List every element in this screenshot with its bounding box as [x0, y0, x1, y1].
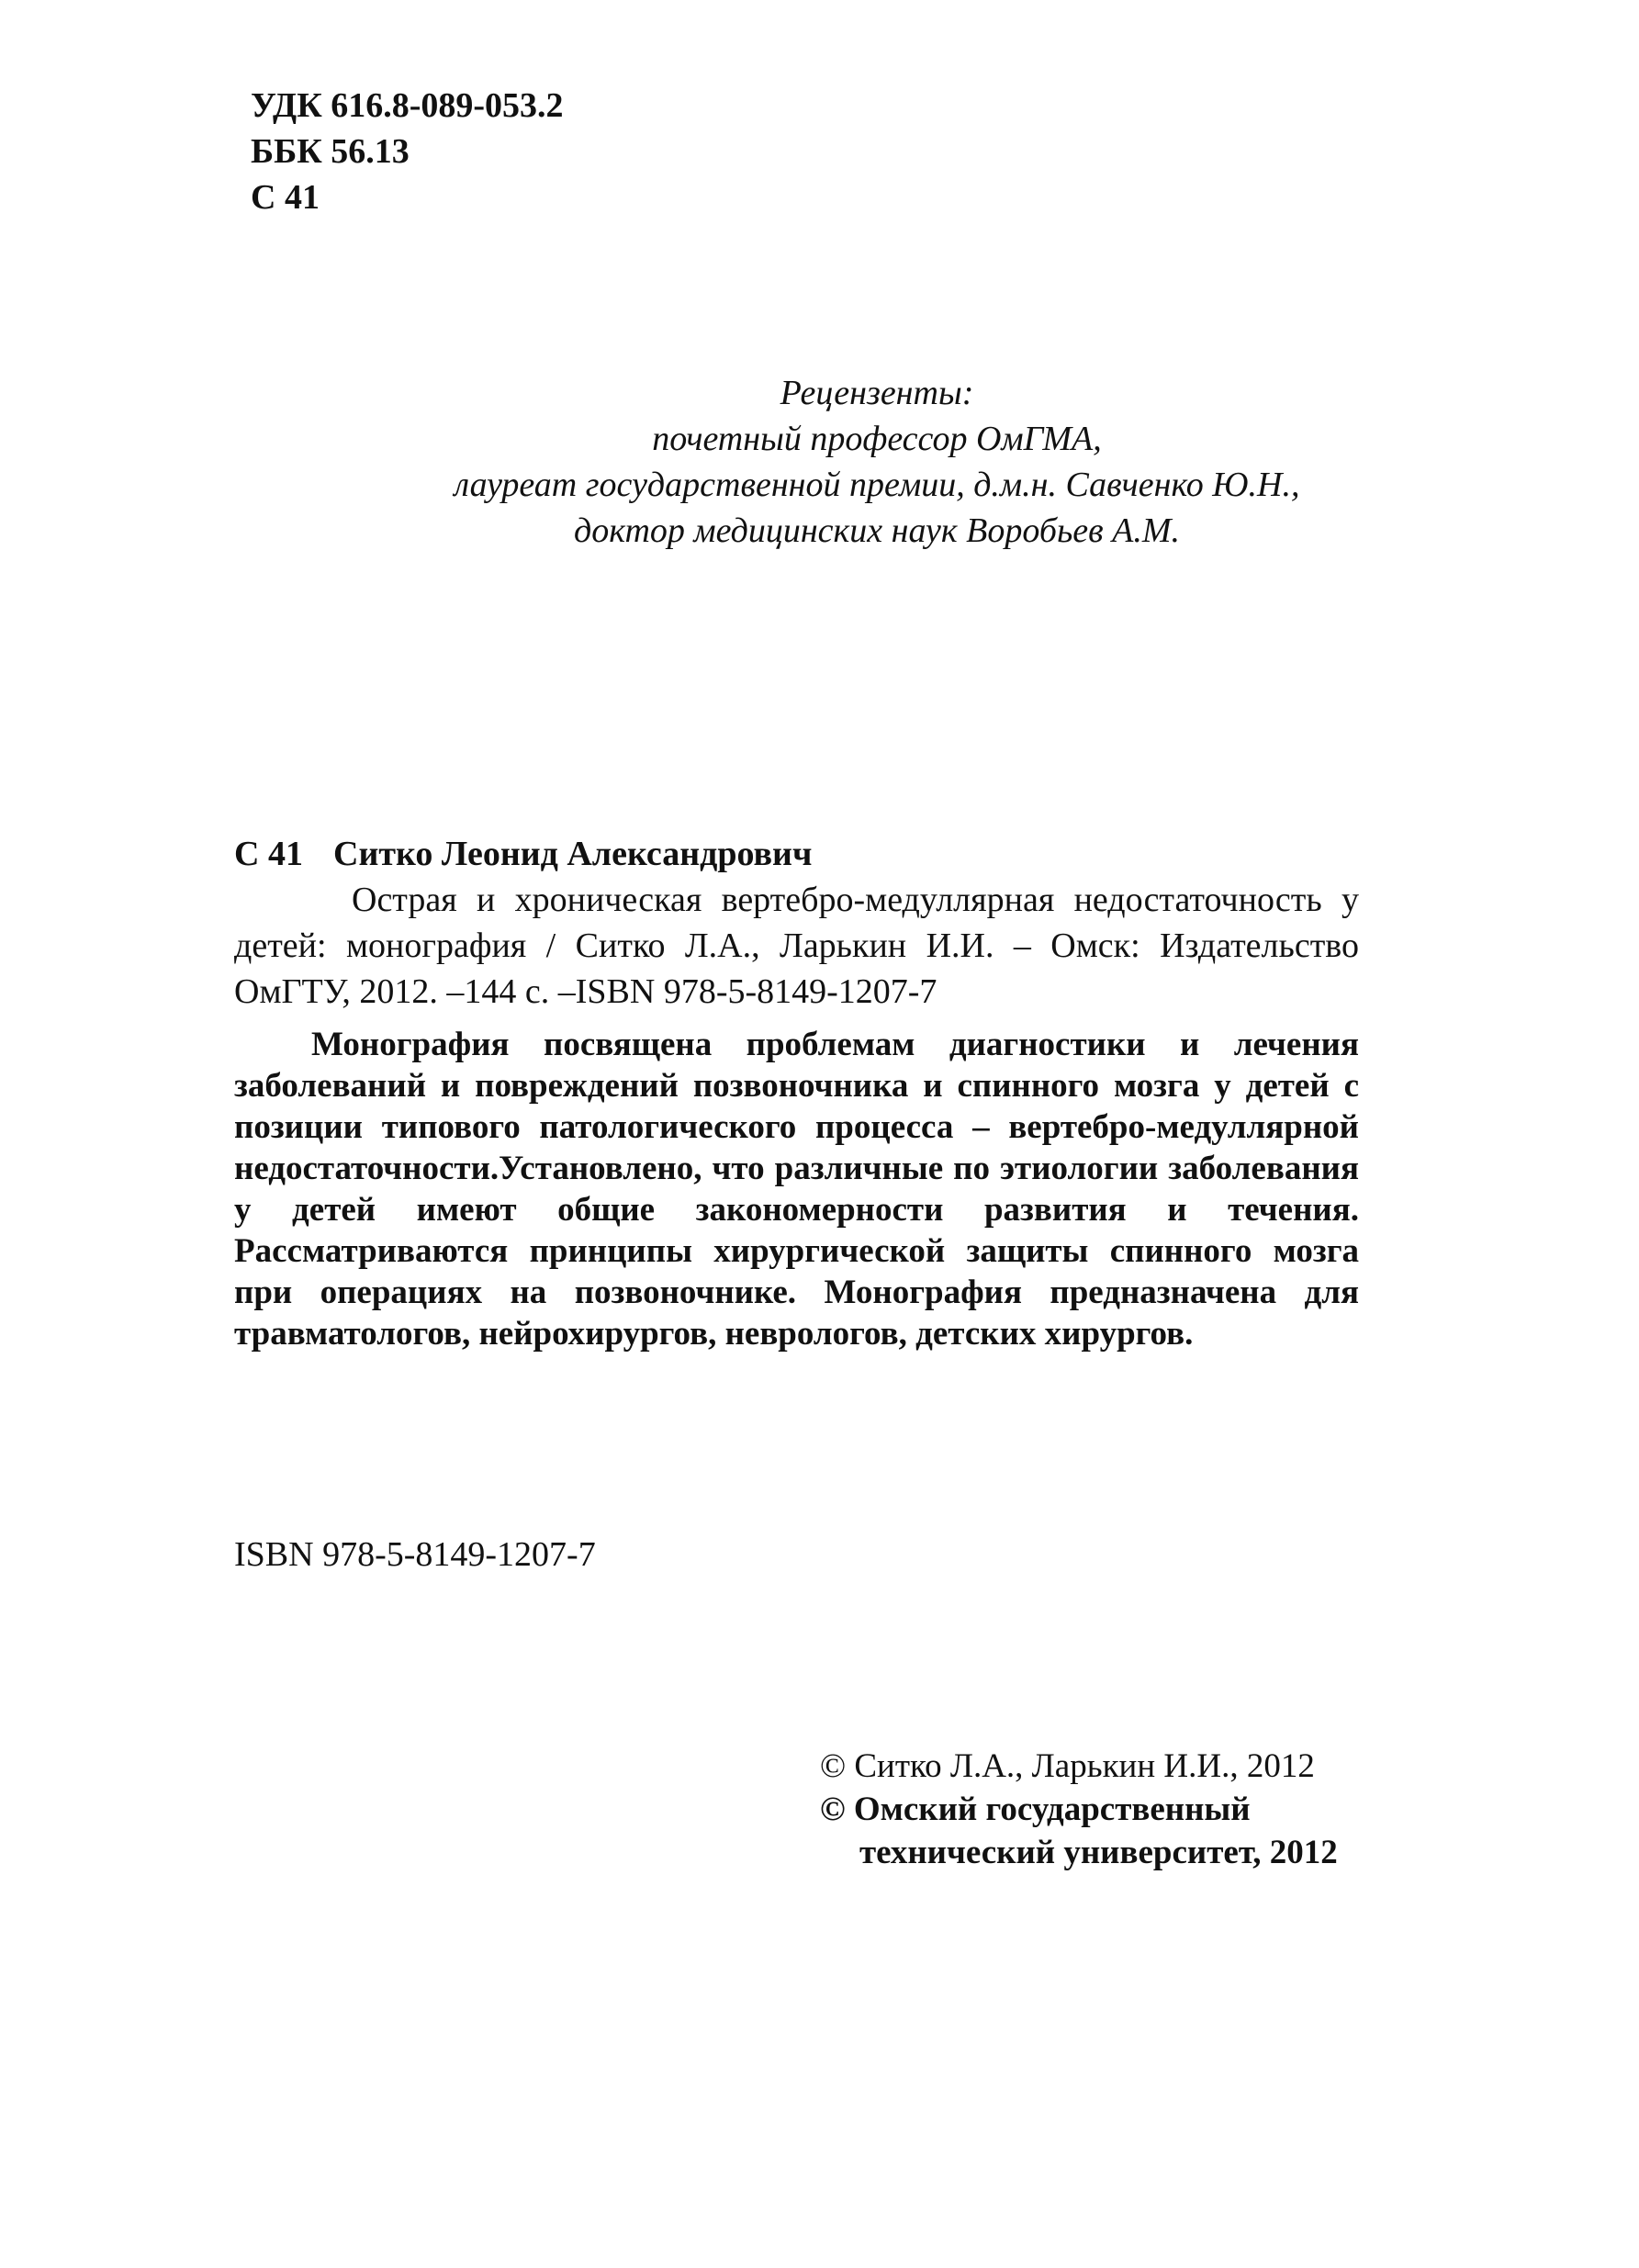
copyright-block	[820, 1745, 1338, 1874]
author-cipher: С 41	[251, 178, 320, 217]
record-description: Острая и хроническая вертебро-медуллярная недостаточность у детей: монография / Ситко Л.А., Ларькин И.И. – Омск: Издательство ОмГТУ, 2012. –144 с. –ISBN 978-5-8149-1207-7	[234, 881, 1359, 1011]
record-cipher: С 41	[234, 835, 303, 873]
record-author: Ситко Леонид Александрович	[333, 835, 813, 873]
reviewers-block	[349, 370, 1405, 554]
abstract-paragraph: Монография посвящена проблемам диагностики и лечения заболеваний и повреждений позвоночника и спинного мозга у детей с позиции типового патологического процесса – вертебро-медуллярной недостаточности.Установлено, что различные по этиологии заболевания у детей имеют общие закономерности развития и течения. Рассматриваются принципы хирургической защиты спинного мозга при операциях на позвоночнике. Монография предназначена для травматологов, нейрохирургов, неврологов, детских хирургов.	[234, 1026, 1359, 1353]
copyright-university: © Омский государственный	[820, 1791, 1251, 1828]
copyright-authors: © Ситко Л.А., Ларькин И.И., 2012	[820, 1747, 1315, 1785]
reviewer-line: почетный профессор ОмГМА,	[652, 420, 1102, 458]
copyright-university-cont: технический университет, 2012	[859, 1834, 1338, 1871]
reviewer-line: доктор медицинских наук Воробьев А.М.	[573, 511, 1181, 550]
udk-code: УДК 616.8-089-053.2	[251, 86, 564, 125]
isbn-line: ISBN 978-5-8149-1207-7	[234, 1535, 596, 1574]
classification-codes	[251, 83, 564, 220]
bbk-code: ББК 56.13	[251, 132, 410, 171]
reviewers-heading: Рецензенты:	[780, 374, 974, 412]
bibliographic-record	[234, 831, 1359, 1015]
record-heading	[234, 831, 1359, 877]
reviewer-line: лауреат государственной премии, д.м.н. Савченко Ю.Н.,	[454, 466, 1300, 504]
